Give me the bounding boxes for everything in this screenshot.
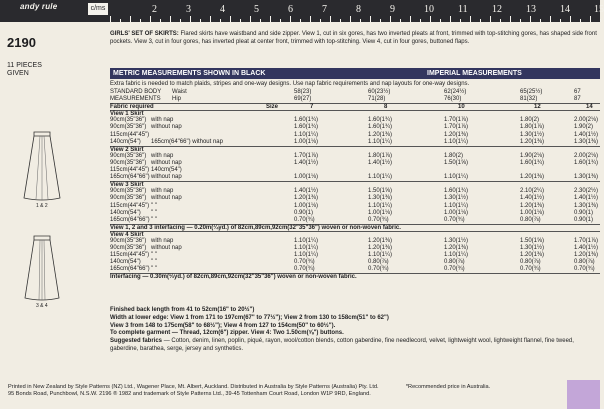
fabric-width: 115cm(44"45") [110, 202, 150, 209]
yardage-value: 1.30(1⅜) [368, 195, 393, 202]
ruler-number: 14 [560, 4, 570, 15]
fabric-width: 115cm(44"45") [110, 252, 150, 259]
yardage-value: 0.70(¾) [520, 266, 541, 273]
nap-note: without nap [151, 245, 182, 252]
size-12: 12 [534, 104, 541, 111]
printer-line-1: Printed in New Zealand by Style Patterns (NZ) Ltd., Wagener Place, Mt. Albert, Auckland. Distributed in Australia by Style Patterns (Australia) Pty. Ltd. [8, 384, 379, 390]
ruler-tick [600, 19, 601, 22]
fabric-row [110, 245, 600, 252]
hip-size-10: 76(30) [444, 96, 462, 103]
nap-note: without nap [151, 159, 182, 166]
yardage-value: 1.00(1⅛) [294, 174, 319, 181]
yardage-value: 1.20(1⅜) [520, 174, 545, 181]
yardage-value: 1.60(1¾) [368, 124, 393, 131]
fabric-row [110, 210, 600, 217]
yardage-value: 2.30(2½) [574, 188, 599, 195]
yardage-value: 1.10(1¼) [368, 138, 393, 145]
imperial-heading: IMPERIAL MEASUREMENTS [427, 70, 522, 77]
yardage-value: 0.70(¾) [294, 266, 315, 273]
yardage-value: 1.10(1¼) [444, 252, 469, 259]
suggested-fabrics-label: Suggested fabrics [110, 338, 163, 345]
waist-size-8: 60(23½) [368, 89, 391, 95]
yardage-value: 1.60(1¾) [520, 159, 545, 166]
yardage-value: 0.70(¾) [444, 266, 465, 273]
yardage-value: 0.80(⅞) [520, 259, 541, 266]
ruler-unit: c/ms [88, 3, 108, 15]
fabric-width: 140cm(54") [110, 138, 141, 145]
yardage-value: 1.30(1½) [520, 131, 545, 138]
pattern-number: 2190 [7, 35, 36, 50]
size-8: 8 [384, 104, 388, 111]
extra-fabric-note: Extra fabric is needed to match plaids, stripes and one-way designs. Use nap fabric requirements and nap layouts for one-way designs. [110, 81, 470, 87]
waist-size-10: 62(24½) [444, 89, 467, 95]
nap-note: " " [151, 202, 157, 209]
yardage-value: 1.40(1½) [294, 188, 319, 195]
size-header-row [110, 103, 600, 110]
nap-note: with nap [151, 152, 174, 159]
ruler-number: 10 [424, 4, 434, 15]
back-length-note: Finished back length from 41 to 52cm(16" to 20½") [110, 307, 255, 313]
yardage-value: 1.80(2) [444, 152, 464, 159]
skirt-sketch-icon [20, 234, 64, 302]
view-title: View 4 Skirt [110, 231, 144, 238]
size-7: 7 [310, 104, 314, 111]
nap-note: without nap [151, 195, 182, 202]
yardage-value: 1.50(1⅝) [444, 159, 469, 166]
ruler-number: 4 [220, 4, 225, 15]
fabric-width: 115cm(44"45") [110, 131, 150, 138]
yardage-value: 1.00(1⅛) [520, 209, 545, 216]
ruler-number: 5 [254, 4, 259, 15]
waist-size-14: 67 [574, 89, 581, 95]
pattern-envelope-back [106, 22, 600, 362]
yardage-value: 1.90(2) [574, 124, 594, 131]
yardage-value: 1.00(1⅛) [368, 209, 393, 216]
yardage-value: 1.40(1½) [368, 159, 393, 166]
yardage-value: 1.20(1⅜) [368, 131, 393, 138]
finishing-notes [110, 307, 600, 354]
yardage-value: 1.00(1⅛) [294, 138, 319, 145]
yardage-value: 1.60(1¾) [294, 117, 319, 124]
yardage-value: 0.70(¾) [368, 216, 389, 223]
printer-line-2: 95 Bonds Road, Punchbowl, N.S.W. 2196 ® 1982 and trademark of Style Patterns Ltd., 39-45 Tottenham Court Road, London W1P 9RD, England. [8, 391, 371, 398]
size-label: Size [266, 104, 279, 111]
nap-note: with nap [151, 188, 174, 195]
view-title: View 3 Skirt [110, 182, 144, 189]
yardage-value: 0.70(¾) [294, 259, 315, 266]
yardage-value: 1.20(1⅜) [444, 131, 469, 138]
yardage-value: 1.30(1⅜) [574, 174, 599, 181]
hip-size-12: 81(32) [520, 96, 538, 103]
yardage-value: 1.10(1¼) [444, 138, 469, 145]
yardage-value: 1.80(1⅞) [368, 152, 393, 159]
yardage-value: 1.10(1¼) [368, 202, 393, 209]
lower-edge-note: Width at lower edge: View 1 from 171 to 197cm(67" to 77½"); View 2 from 130 to 158cm(51" to 62") [110, 314, 389, 321]
yardage-value: 0.80(⅞) [520, 216, 541, 223]
fabric-width: 115cm(44"45") [110, 167, 150, 174]
waist-size-7: 58(23) [294, 89, 312, 95]
yardage-value: 1.00(1⅛) [294, 202, 319, 209]
yardage-value: 1.20(1⅜) [520, 202, 545, 209]
view-title: View 2 Skirt [110, 146, 144, 153]
fabric-requirements-table [110, 89, 600, 281]
description-text: Flared skirts have waistband and side zipper. View 1, cut in six gores, has two inverted pleats at front, trimmed with top-stitching gores, has shaped side front pockets. View 3, cut in four gores, has inverted pleat at center front, trimmed with top-stitching. View 4, cut in four gores, buttoned flaps. [110, 31, 597, 45]
skirt-sketch-view-1-2 [20, 130, 64, 202]
fabric-width: 140cm(54") [110, 209, 141, 216]
nap-note: " " [151, 259, 157, 266]
size-14: 14 [586, 104, 593, 111]
yardage-value: 0.90(1) [574, 209, 594, 216]
body-label-2: MEASUREMENTS [110, 96, 161, 103]
nap-note: 165cm(64"66") without nap [151, 138, 223, 145]
yardage-value: 1.70(1⅞) [294, 152, 319, 159]
description [110, 31, 598, 47]
suggested-fabrics-text: — Cotton, denim, linen, poplin, piqué, rayon, wool/cotton blends, cotton gaberdine, fine needlecord, velvet, lightweight wool, lightweight flannel, fine tweed, gaberdine, barathea, serge, jersey and synthetics. [110, 338, 574, 352]
nap-note: with nap [151, 237, 174, 244]
pieces-count: 11 PIECES [7, 62, 42, 69]
yardage-value: 1.70(1⅞) [444, 117, 469, 124]
nap-note: " " [151, 252, 157, 259]
skirt-sketch-view-3-4 [20, 234, 64, 302]
fabric-row [110, 259, 600, 266]
yardage-value: 1.20(1⅜) [368, 245, 393, 252]
nap-note: 140cm(54") [151, 167, 182, 174]
yardage-value: 1.60(1¾) [294, 124, 319, 131]
waist-label: Waist [172, 89, 187, 95]
pieces-given [7, 62, 77, 79]
nap-note: without nap [151, 124, 182, 131]
fabric-row [110, 167, 600, 174]
nap-note: " " [151, 209, 157, 216]
yardage-value: 0.70(¾) [444, 216, 465, 223]
yardage-value: 1.70(1⅞) [444, 124, 469, 131]
yardage-value: 1.40(1½) [574, 131, 599, 138]
yardage-value: 0.70(¾) [574, 266, 595, 273]
ruler-number: 7 [322, 4, 327, 15]
yardage-value: 1.40(1½) [294, 159, 319, 166]
yardage-value: 1.30(1½) [520, 245, 545, 252]
ruler-number: 9 [390, 4, 395, 15]
fabric-row [110, 217, 600, 224]
fabric-row [110, 203, 600, 210]
footer [0, 380, 600, 409]
view-title-row [110, 231, 600, 238]
yardage-value: 1.10(1¼) [294, 245, 319, 252]
view-title-row [110, 110, 600, 117]
ruler-number: 8 [356, 4, 361, 15]
fabric-required-label: Fabric required [110, 104, 154, 111]
yardage-value: 1.10(1¼) [368, 174, 393, 181]
yardage-value: 1.10(1¼) [444, 202, 469, 209]
waist-size-12: 65(25½) [520, 89, 543, 95]
fabric-row [110, 160, 600, 167]
yardage-value: 1.10(1¼) [294, 237, 319, 244]
ruler-number: 11 [458, 4, 468, 15]
yardage-value: 1.30(1½) [444, 237, 469, 244]
yardage-value: 1.10(1¼) [294, 252, 319, 259]
yardage-value: 1.80(1⅞) [520, 124, 545, 131]
fabric-width: 90cm(35"36") [110, 237, 147, 244]
fabric-row [110, 266, 600, 273]
recommended-price: *Recommended price in Australia. [405, 384, 491, 390]
pieces-given-label: GIVEN [7, 70, 29, 78]
measure-ruler [0, 0, 604, 22]
yardage-value: 1.00(1⅛) [444, 209, 469, 216]
hip-size-14: 87 [574, 96, 581, 103]
metric-heading: METRIC MEASUREMENTS SHOWN IN BLACK [113, 70, 266, 77]
nap-note: " " [151, 216, 157, 223]
view-title-row [110, 181, 600, 188]
yardage-value: 1.40(1½) [520, 195, 545, 202]
yardage-value: 2.00(2⅛) [574, 117, 599, 124]
body-waist-row [110, 89, 600, 96]
view-title-row [110, 146, 600, 153]
fabric-width: 165cm(64"66") [110, 266, 150, 273]
yardage-value: 1.10(1¼) [368, 252, 393, 259]
body-hip-row [110, 96, 600, 103]
yardage-value: 2.00(2⅛) [574, 152, 599, 159]
ruler-number: 15 [594, 4, 604, 15]
yardage-value: 0.70(¾) [294, 216, 315, 223]
hip-size-7: 69(27) [294, 96, 312, 103]
interfacing-note: View 1, 2 and 3 interfacing — 0.20m(¼yd.) of 82cm,89cm,92cm(32"35"36") woven or non-woven fabric. [110, 224, 401, 231]
yardage-value: 0.80(⅞) [444, 259, 465, 266]
fabric-width: 90cm(35"36") [110, 124, 147, 131]
fabric-row [110, 252, 600, 259]
skirt-sketch-icon [20, 130, 64, 202]
ruler-label: andy rule [20, 2, 58, 11]
fabric-row [110, 153, 600, 160]
yardage-value: 1.10(1¼) [444, 174, 469, 181]
ruler-number: 12 [492, 4, 502, 15]
color-swatch [567, 380, 600, 409]
yardage-value: 1.30(1⅜) [574, 202, 599, 209]
ruler-number: 3 [186, 4, 191, 15]
ruler-number: 13 [526, 4, 536, 15]
fabric-width: 165cm(64"66") [110, 174, 150, 181]
yardage-value: 1.30(1⅜) [574, 138, 599, 145]
yardage-value: 1.10(1¼) [294, 131, 319, 138]
yardage-value: 1.40(1½) [574, 195, 599, 202]
ruler-number: 2 [152, 4, 157, 15]
yardage-value: 1.50(1⅝) [520, 237, 545, 244]
fabric-width: 90cm(35"36") [110, 245, 147, 252]
yardage-value: 1.50(1⅝) [368, 188, 393, 195]
yardage-value: 1.70(1⅞) [574, 237, 599, 244]
hip-label: Hip [172, 96, 182, 103]
yardage-value: 1.20(1⅜) [520, 138, 545, 145]
yardage-value: 0.80(⅞) [574, 259, 595, 266]
yardage-value: 1.40(1½) [574, 245, 599, 252]
size-10: 10 [458, 104, 465, 111]
nap-note: without nap [151, 174, 182, 181]
left-column [0, 22, 106, 352]
view-title: View 1 Skirt [110, 111, 144, 118]
yardage-value: 1.60(1¾) [444, 188, 469, 195]
nap-note: " " [151, 266, 157, 273]
yardage-value: 1.20(1⅜) [574, 252, 599, 259]
fabric-row [110, 195, 600, 202]
fabric-row [110, 117, 600, 124]
fabric-width: 165cm(64"66") [110, 216, 150, 223]
yardage-value: 1.90(2⅛) [520, 152, 545, 159]
yardage-value: 1.80(2) [520, 117, 540, 124]
ruler-number: 6 [288, 4, 293, 15]
yardage-value: 1.30(1½) [444, 195, 469, 202]
complete-garment-note: To complete garment — Thread, 12cm(6") zipper. View 4: Two 1.50cm(⅝") buttons. [110, 330, 344, 337]
interfacing-row [110, 273, 600, 280]
body-label-1: STANDARD BODY [110, 89, 162, 95]
yardage-value: 0.70(¾) [368, 266, 389, 273]
description-title: GIRLS' SET OF SKIRTS: [110, 31, 179, 37]
yardage-value: 0.90(1) [294, 209, 314, 216]
yardage-value: 2.10(2¼) [520, 188, 545, 195]
fabric-width: 90cm(35"36") [110, 188, 147, 195]
nap-note: with nap [151, 117, 174, 124]
fabric-width: 90cm(35"36") [110, 159, 147, 166]
fabric-row [110, 174, 600, 181]
yardage-value: 0.90(1) [574, 216, 594, 223]
fabric-row [110, 238, 600, 245]
yardage-value: 1.60(1¾) [574, 159, 599, 166]
fabric-row [110, 132, 600, 139]
hip-size-8: 71(28) [368, 96, 386, 103]
yardage-value: 0.80(⅞) [368, 259, 389, 266]
interfacing-note: Interfacing — 0.30m(⅓yd.) of 82cm,89cm,92cm(32"35"36") woven or non-woven fabric. [110, 274, 357, 281]
yardage-value: 1.60(1¾) [368, 117, 393, 124]
fabric-row [110, 139, 600, 146]
view-label-1-2: 1 & 2 [36, 203, 48, 209]
yardage-value: 1.20(1⅜) [520, 252, 545, 259]
fabric-width: 140cm(54") [110, 259, 141, 266]
yardage-value: 1.20(1⅜) [294, 195, 319, 202]
fabric-width: 90cm(35"36") [110, 117, 147, 124]
fabric-row [110, 124, 600, 131]
yardage-value: 1.20(1⅜) [368, 237, 393, 244]
fabric-width: 90cm(35"36") [110, 195, 147, 202]
view-blocks [110, 110, 600, 280]
fabric-width: 90cm(35"36") [110, 152, 147, 159]
suggested-fabrics [110, 338, 600, 354]
view-3-4-width-note: View 3 from 148 to 175cm(58" to 68½"); View 4 from 127 to 154cm(50" to 60½"). [110, 322, 336, 329]
measurement-heading-bar [110, 68, 600, 79]
interfacing-row [110, 224, 600, 231]
view-label-3-4: 3 & 4 [36, 303, 48, 309]
yardage-value: 1.20(1⅜) [444, 245, 469, 252]
